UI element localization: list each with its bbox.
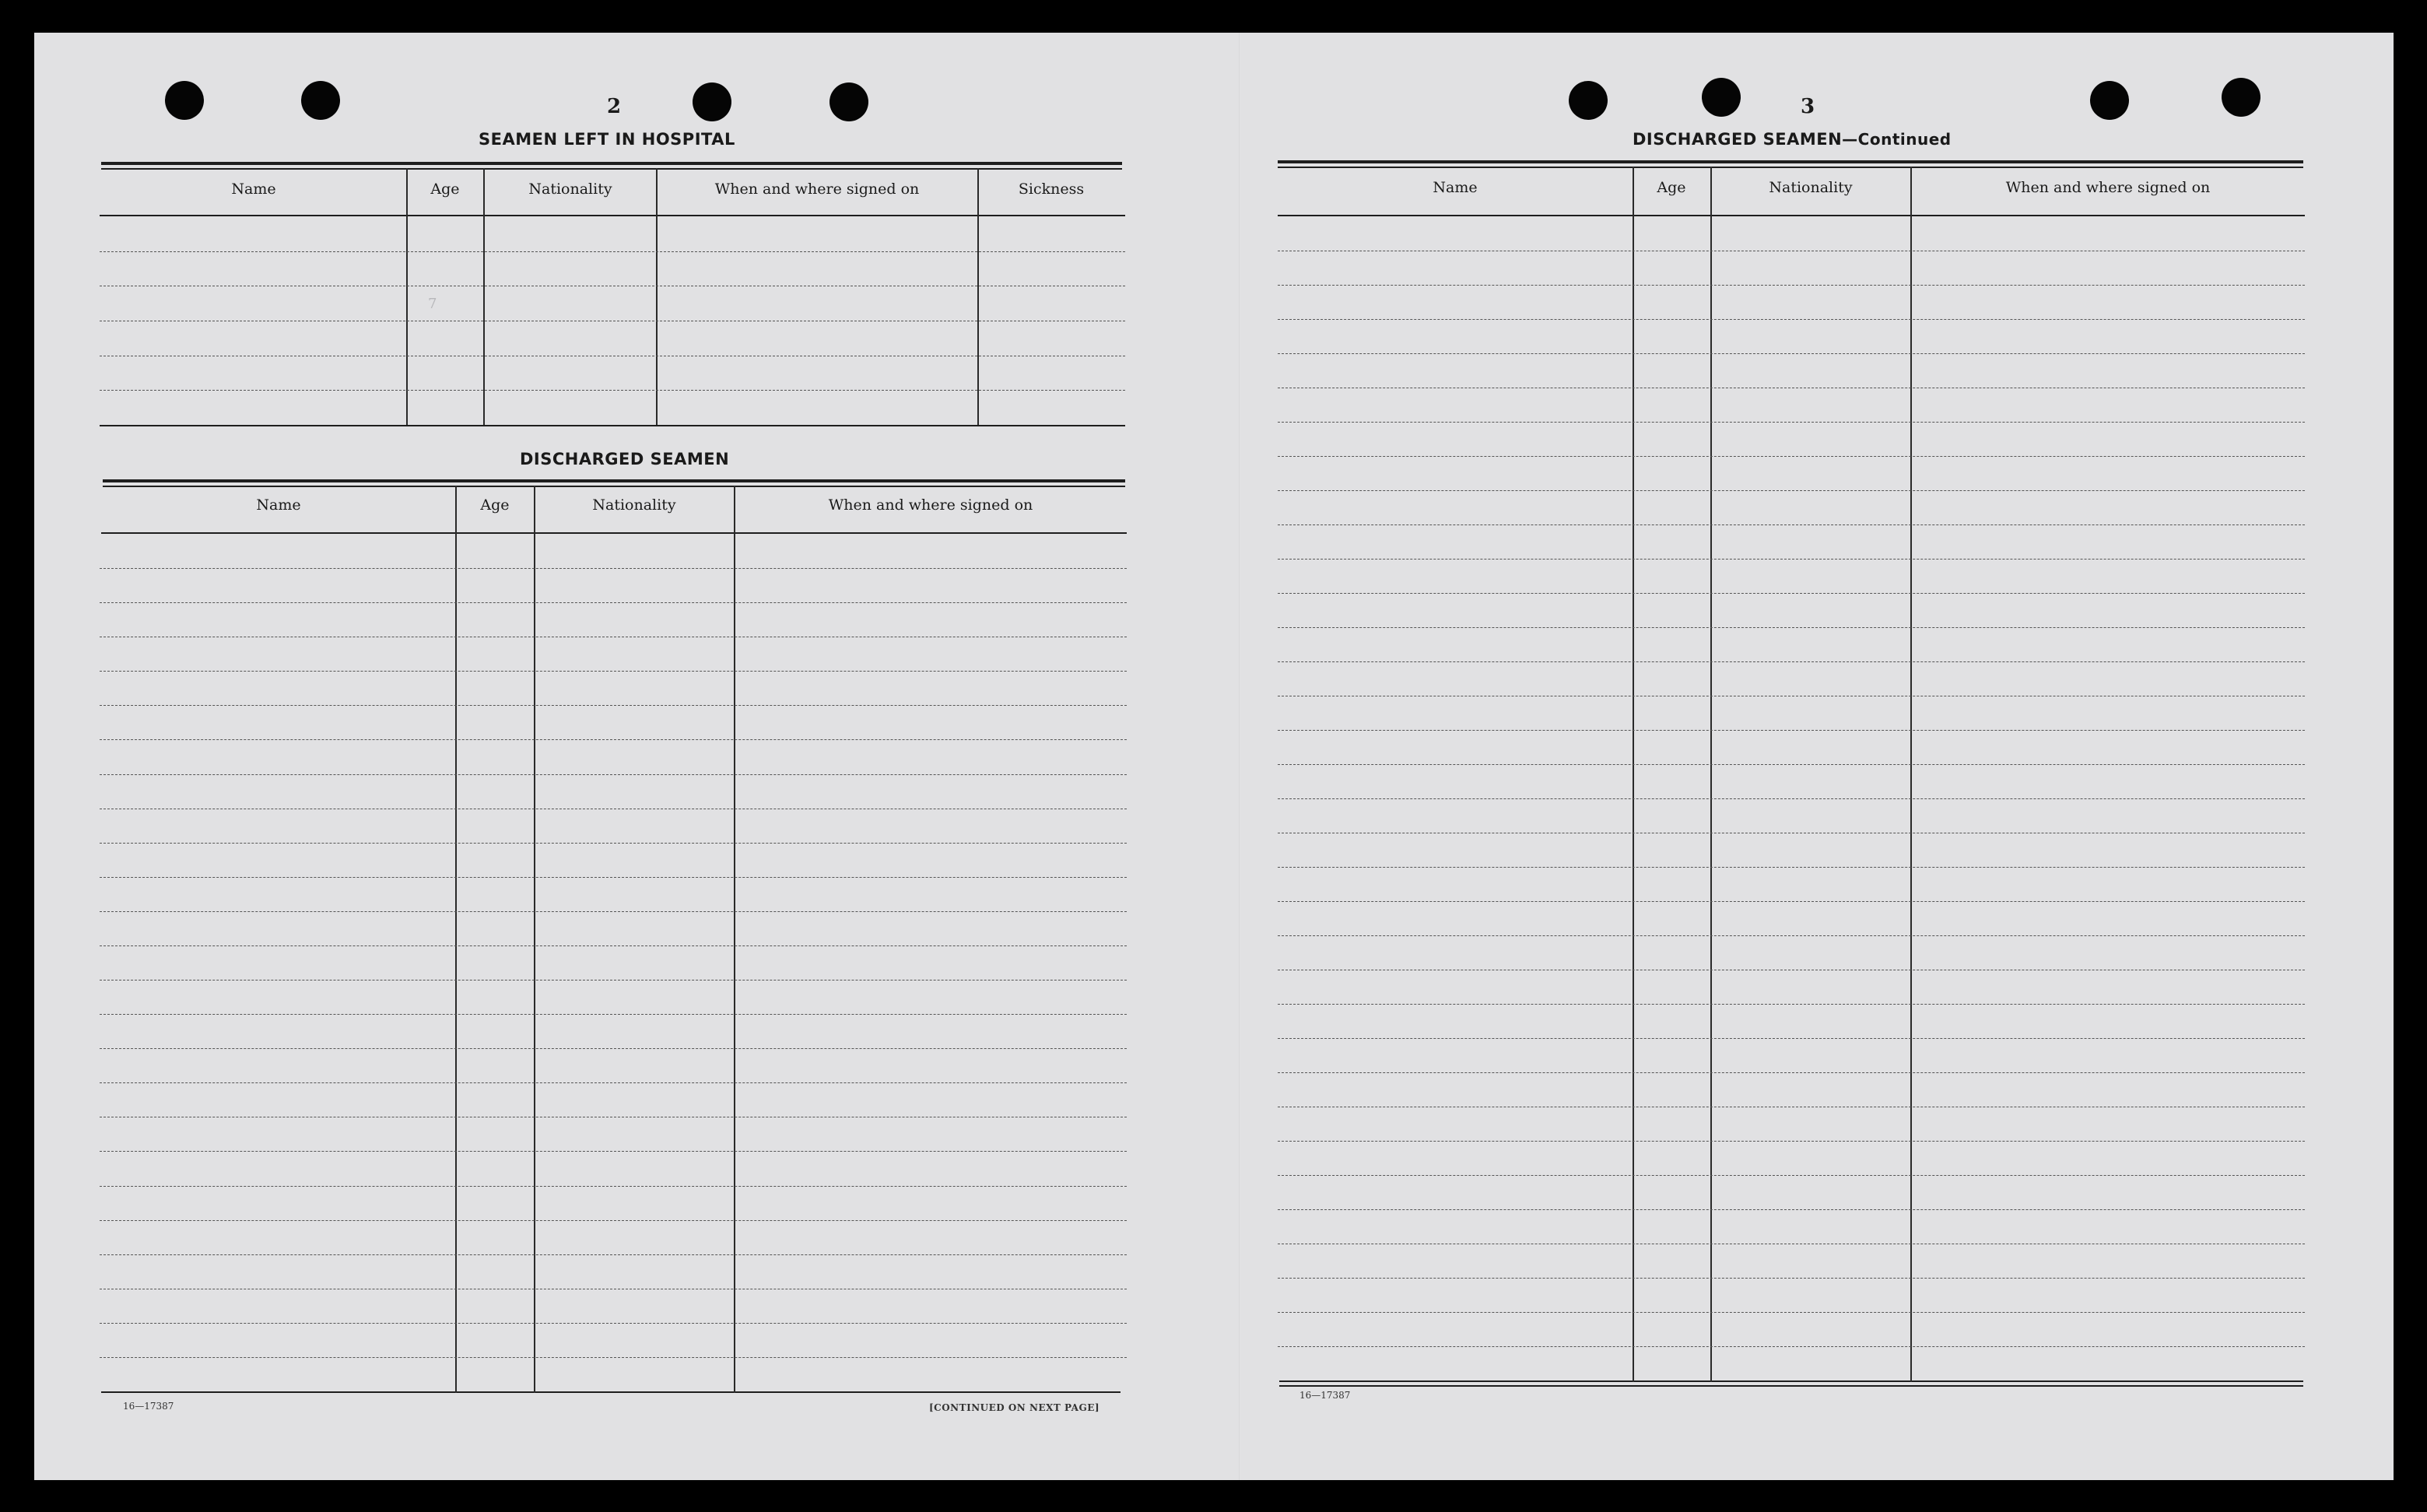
continued-row-line	[1278, 627, 2305, 628]
discharged-row-line	[100, 671, 1127, 672]
continued-row-line	[1278, 1141, 2305, 1142]
discharged-row-line	[100, 1323, 1127, 1324]
discharged-row-line	[100, 1254, 1127, 1255]
discharged-table-bottom-rule	[101, 1391, 1121, 1393]
discharged-row-line	[100, 1357, 1127, 1358]
hospital-col-name: Name	[231, 181, 276, 198]
discharged-row-line	[100, 1082, 1127, 1083]
continued-col-divider	[1633, 167, 1634, 1382]
continued-col-divider	[1910, 167, 1912, 1382]
continued-table-bottom-rule-thin	[1279, 1385, 2303, 1387]
continued-row-line	[1278, 285, 2305, 286]
continued-row-line	[1278, 1175, 2305, 1176]
punch-hole	[2090, 81, 2129, 120]
faint-mark: 7	[428, 296, 437, 312]
continued-row-line	[1278, 1209, 2305, 1210]
discharged-col-signed-on: When and where signed on	[828, 496, 1033, 514]
continued-row-line	[1278, 901, 2305, 902]
hospital-table-bottom-rule	[100, 425, 1125, 426]
discharged-continued-title-main: DISCHARGED SEAMEN	[1633, 130, 1843, 149]
discharged-col-nationality: Nationality	[592, 496, 676, 514]
continued-row-line	[1278, 935, 2305, 936]
hospital-col-divider	[977, 168, 979, 425]
punch-hole	[1702, 78, 1741, 117]
discharged-section-title: DISCHARGED SEAMEN	[520, 450, 730, 468]
discharged-row-line	[100, 843, 1127, 844]
continued-table-top-rule-thin	[1278, 167, 2303, 168]
continued-row-line	[1278, 353, 2305, 354]
discharged-table-top-rule	[103, 479, 1125, 482]
continued-row-line	[1278, 1346, 2305, 1347]
continued-row-line	[1278, 798, 2305, 799]
continued-table-bottom-rule	[1279, 1380, 2303, 1382]
discharged-row-line	[100, 945, 1127, 946]
continued-row-line	[1278, 559, 2305, 560]
hospital-col-divider	[656, 168, 658, 425]
continued-row-line	[1278, 764, 2305, 765]
form-number-left: 16—17387	[123, 1401, 174, 1412]
continued-col-age: Age	[1657, 179, 1686, 196]
hospital-table-top-rule	[101, 162, 1122, 165]
punch-hole	[165, 81, 204, 120]
discharged-row-line	[100, 877, 1127, 878]
discharged-continued-title	[1633, 130, 1952, 149]
discharged-row-line	[100, 1186, 1127, 1187]
continued-col-signed-on: When and where signed on	[2005, 179, 2211, 196]
continued-row-line	[1278, 1004, 2305, 1005]
page-fold	[1239, 33, 1240, 1480]
discharged-table-top-rule-thin	[103, 486, 1125, 487]
continued-row-line	[1278, 422, 2305, 423]
discharged-row-line	[100, 774, 1127, 775]
punch-hole	[2222, 78, 2260, 117]
continued-row-line	[1278, 1278, 2305, 1279]
discharged-row-line	[100, 1014, 1127, 1015]
punch-hole	[301, 81, 340, 120]
continued-row-line	[1278, 319, 2305, 320]
continued-row-line	[1278, 524, 2305, 525]
discharged-row-line	[100, 568, 1127, 569]
continued-row-line	[1278, 1038, 2305, 1039]
continued-row-line	[1278, 456, 2305, 457]
discharged-row-line	[100, 1220, 1127, 1221]
discharged-row-line	[100, 980, 1127, 981]
hospital-row-line	[100, 390, 1125, 391]
discharged-header-rule	[101, 532, 1127, 534]
punch-hole	[829, 82, 868, 121]
continued-row-line	[1278, 1312, 2305, 1313]
discharged-row-line	[100, 739, 1127, 740]
continued-row-line	[1278, 867, 2305, 868]
continued-row-line	[1278, 1072, 2305, 1073]
continued-note: [CONTINUED ON NEXT PAGE]	[929, 1402, 1100, 1413]
hospital-row-line	[100, 251, 1125, 252]
continued-row-line	[1278, 661, 2305, 662]
continued-row-line	[1278, 730, 2305, 731]
hospital-col-signed-on: When and where signed on	[714, 181, 920, 198]
continued-col-nationality: Nationality	[1769, 179, 1853, 196]
discharged-continued-title-suffix: —Continued	[1842, 130, 1952, 149]
hospital-table-top-rule-thin	[101, 168, 1122, 170]
punch-hole	[693, 82, 731, 121]
document-sheet	[34, 33, 2394, 1480]
hospital-col-nationality: Nationality	[528, 181, 612, 198]
hospital-col-divider	[483, 168, 485, 425]
page-number-left: 2	[607, 95, 622, 118]
continued-header-rule	[1278, 215, 2305, 216]
discharged-col-divider	[734, 486, 735, 1393]
punch-hole	[1569, 81, 1608, 120]
discharged-row-line	[100, 911, 1127, 912]
continued-row-line	[1278, 490, 2305, 491]
discharged-col-age: Age	[480, 496, 510, 514]
discharged-row-line	[100, 705, 1127, 706]
continued-col-divider	[1710, 167, 1712, 1382]
hospital-col-age: Age	[430, 181, 460, 198]
discharged-row-line	[100, 1151, 1127, 1152]
discharged-col-divider	[534, 486, 535, 1393]
hospital-section-title: SEAMEN LEFT IN HOSPITAL	[479, 130, 735, 149]
page-number-right: 3	[1801, 95, 1815, 118]
continued-col-name: Name	[1433, 179, 1478, 196]
discharged-row-line	[100, 602, 1127, 603]
discharged-col-divider	[455, 486, 457, 1393]
hospital-header-rule	[100, 215, 1125, 216]
continued-row-line	[1278, 593, 2305, 594]
hospital-col-divider	[406, 168, 408, 425]
hospital-col-sickness: Sickness	[1018, 181, 1085, 198]
discharged-col-name: Name	[256, 496, 301, 514]
continued-table-top-rule	[1278, 160, 2303, 163]
form-number-right: 16—17387	[1299, 1390, 1351, 1401]
discharged-row-line	[100, 1048, 1127, 1049]
